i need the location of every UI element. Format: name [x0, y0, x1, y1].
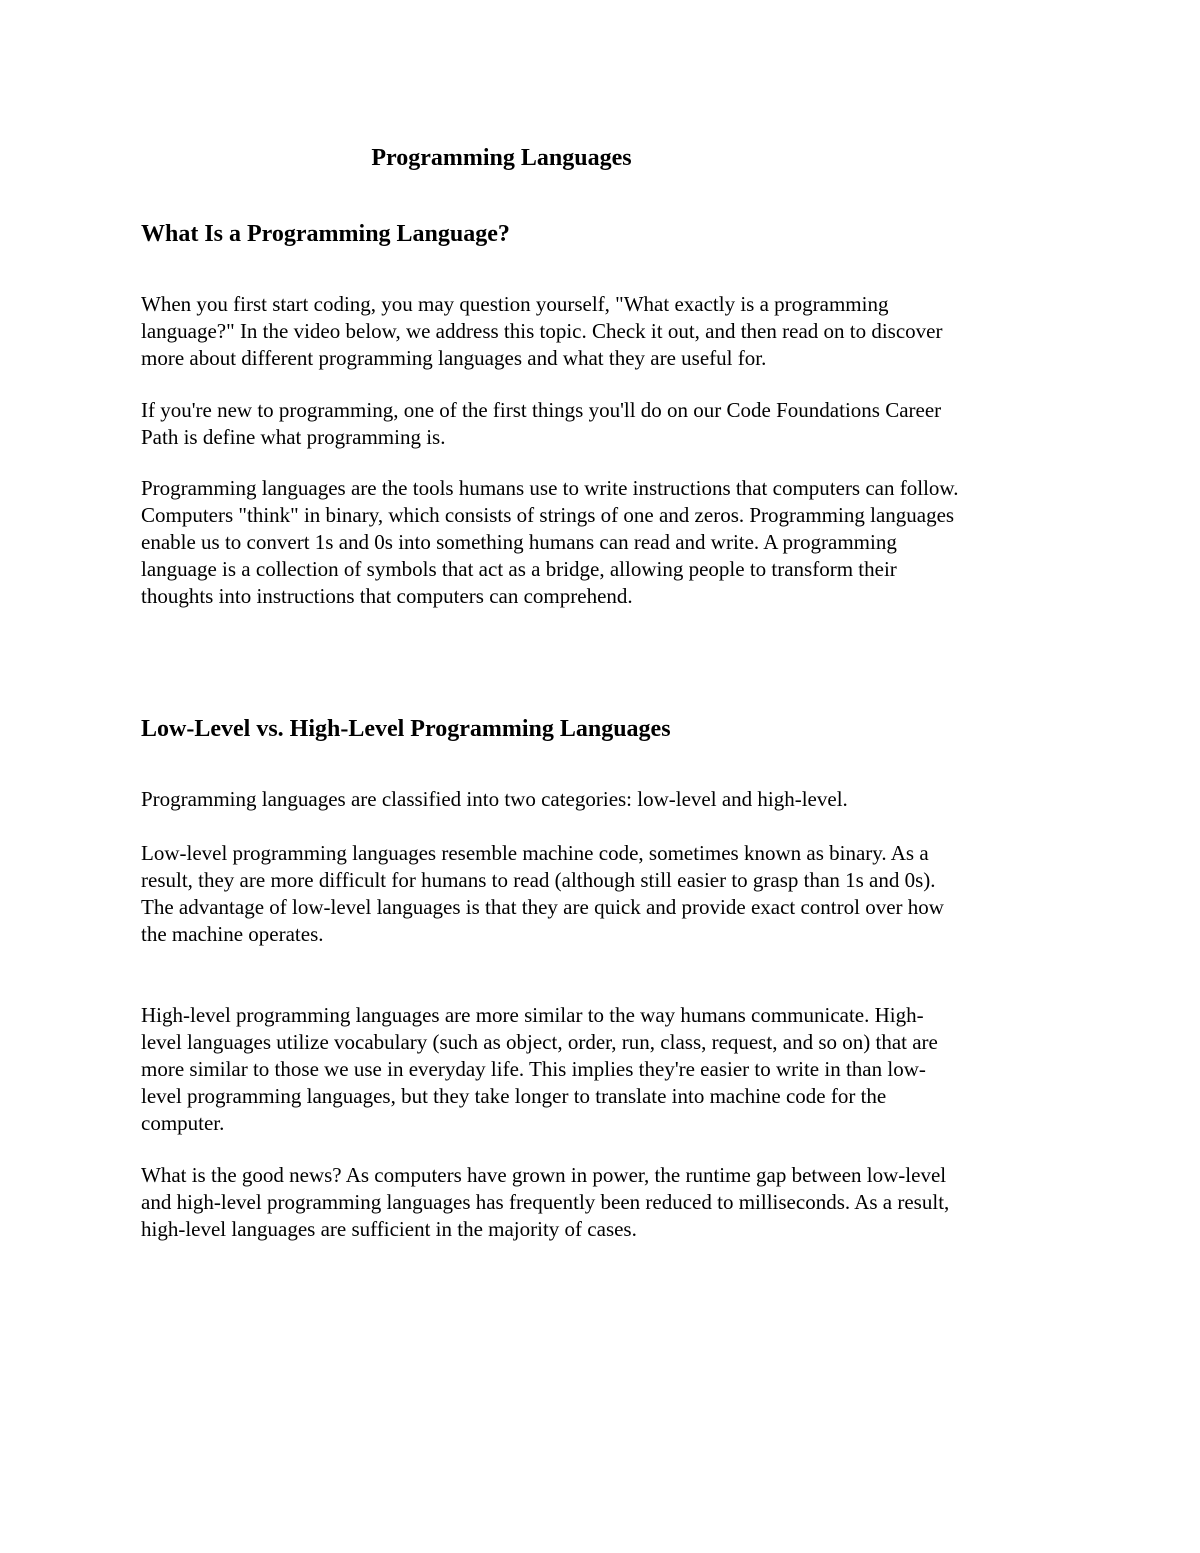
paragraph-high-level: [141, 1002, 1071, 1137]
text-line: high-level languages are sufficient in the majority of cases.: [141, 1217, 637, 1241]
text-line: language?" In the video below, we address this topic. Check it out, and then read on to discover: [141, 319, 943, 343]
section-heading-low-vs-high: Low-Level vs. High-Level Programming Languages: [141, 716, 671, 742]
text-line: Low-level programming languages resemble machine code, sometimes known as binary. As a: [141, 841, 929, 865]
text-line: enable us to convert 1s and 0s into something humans can read and write. A programming: [141, 530, 897, 554]
text-line: Programming languages are classified into two categories: low-level and high-level.: [141, 787, 848, 811]
text-line: more similar to those we use in everyday life. This implies they're easier to write in than low-: [141, 1057, 926, 1081]
text-line: level programming languages, but they take longer to translate into machine code for the: [141, 1084, 887, 1108]
text-line: High-level programming languages are more similar to the way humans communicate. High-: [141, 1003, 924, 1027]
paragraph-categories: [141, 786, 1071, 813]
paragraph-intro: [141, 291, 1071, 372]
text-line: Path is define what programming is.: [141, 425, 446, 449]
text-line: computer.: [141, 1111, 225, 1135]
text-line: When you first start coding, you may question yourself, "What exactly is a programming: [141, 292, 889, 316]
text-line: language is a collection of symbols that act as a bridge, allowing people to transform their: [141, 557, 897, 581]
paragraph-tools: [141, 475, 1071, 610]
text-line: the machine operates.: [141, 922, 324, 946]
text-line: What is the good news? As computers have grown in power, the runtime gap between low-level: [141, 1163, 947, 1187]
document-title: Programming Languages: [371, 145, 632, 171]
section-heading-what-is: What Is a Programming Language?: [141, 221, 510, 247]
text-line: result, they are more difficult for humans to read (although still easier to grasp than 1s and 0s).: [141, 868, 936, 892]
text-line: more about different programming languages and what they are useful for.: [141, 346, 767, 370]
text-line: The advantage of low-level languages is that they are quick and provide exact control over how: [141, 895, 944, 919]
text-line: Computers "think" in binary, which consists of strings of one and zeros. Programming languages: [141, 503, 955, 527]
text-line: thoughts into instructions that computers can comprehend.: [141, 584, 633, 608]
text-line: If you're new to programming, one of the first things you'll do on our Code Foundations Career: [141, 398, 942, 422]
text-line: level languages utilize vocabulary (such as object, order, run, class, request, and so on) that are: [141, 1030, 938, 1054]
paragraph-career-path: [141, 397, 1071, 451]
text-line: and high-level programming languages has frequently been reduced to milliseconds. As a result,: [141, 1190, 950, 1214]
text-line: Programming languages are the tools humans use to write instructions that computers can follow.: [141, 476, 959, 500]
paragraph-low-level: [141, 840, 1071, 948]
paragraph-good-news: [141, 1162, 1071, 1243]
